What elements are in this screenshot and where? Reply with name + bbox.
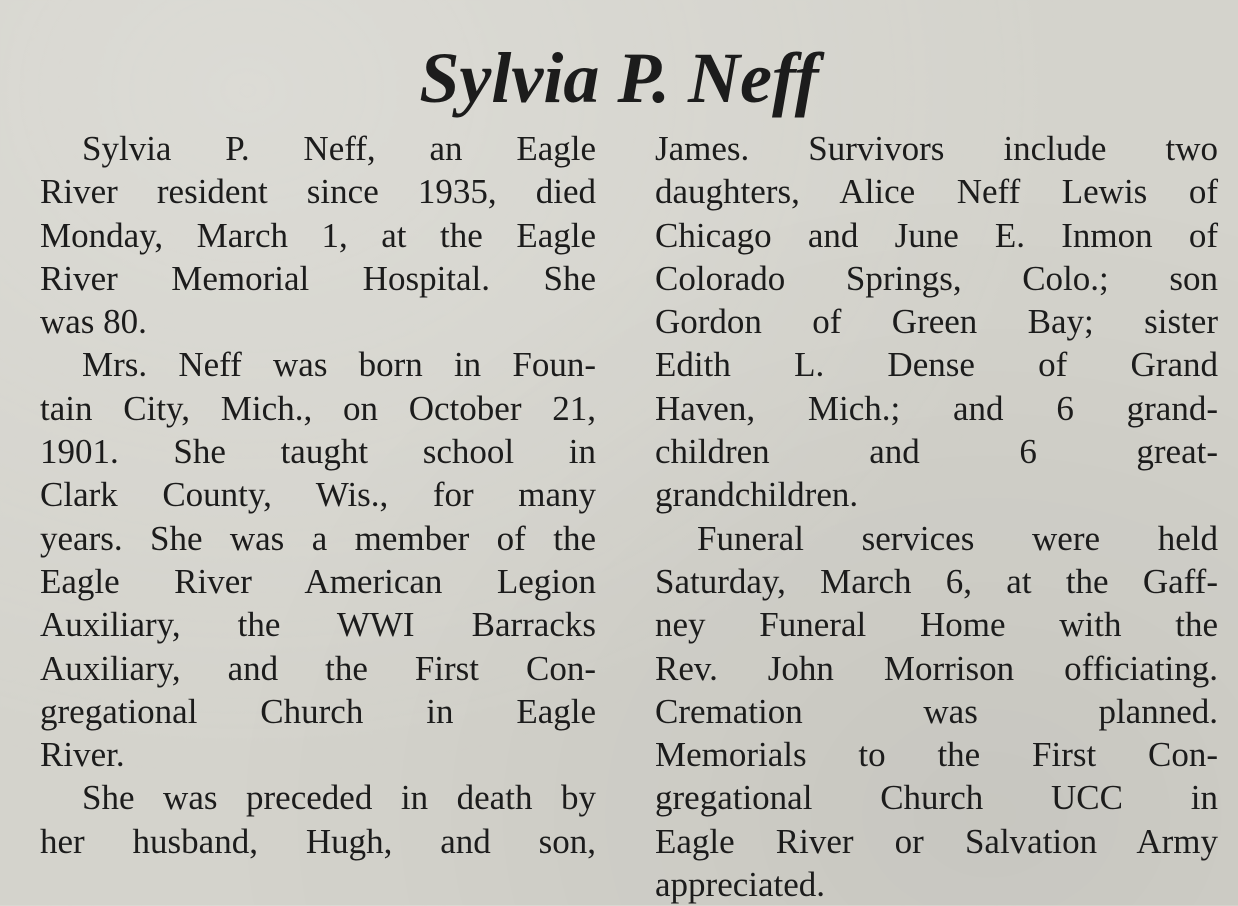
text-line: Monday, March 1, at the Eagle [40, 215, 596, 255]
text-line: Haven, Mich.; and 6 grand- [655, 388, 1218, 428]
text-line: grandchildren. [655, 475, 859, 515]
article-column-right [655, 127, 1218, 906]
text-line: ney Funeral Home with the [655, 605, 1218, 645]
text-line: Clark County, Wis., for many [40, 475, 596, 515]
text-line: Eagle River or Salvation Army [655, 821, 1218, 861]
text-line: Chicago and June E. Inmon of [655, 215, 1218, 255]
text-line: Eagle River American Legion [40, 561, 596, 601]
obituary-headline: Sylvia P. Neff [419, 38, 819, 118]
text-line: tain City, Mich., on October 21, [40, 388, 596, 428]
text-line: James. Survivors include two [655, 129, 1218, 168]
text-line: Colorado Springs, Colo.; son [655, 258, 1218, 298]
text-line: years. She was a member of the [40, 518, 596, 558]
text-line: Edith L. Dense of Grand [655, 345, 1218, 385]
text-line: Sylvia P. Neff, an Eagle [82, 129, 596, 168]
text-line: River resident since 1935, died [40, 172, 596, 212]
text-line: She was preceded in death by [82, 778, 596, 818]
text-line: River Memorial Hospital. She [40, 258, 596, 298]
text-line: Mrs. Neff was born in Foun- [82, 345, 596, 385]
text-line: Funeral services were held [697, 518, 1218, 558]
article-column-left [40, 127, 596, 863]
text-line: Saturday, March 6, at the Gaff- [655, 561, 1218, 601]
text-line: Cremation was planned. [655, 691, 1218, 731]
text-line: River. [40, 735, 125, 775]
text-line: gregational Church UCC in [655, 778, 1218, 818]
text-line: Auxiliary, the WWI Barracks [40, 605, 596, 645]
text-line: Rev. John Morrison officiating. [655, 648, 1218, 688]
text-line: appreciated. [655, 865, 826, 905]
text-line: 1901. She taught school in [40, 432, 596, 472]
text-line: children and 6 great- [655, 432, 1218, 472]
text-line: Gordon of Green Bay; sister [655, 302, 1218, 342]
text-line: Memorials to the First Con- [655, 735, 1218, 775]
text-line: was 80. [40, 302, 147, 342]
text-line: her husband, Hugh, and son, [40, 821, 596, 861]
text-line: Auxiliary, and the First Con- [40, 648, 596, 688]
text-line: daughters, Alice Neff Lewis of [655, 172, 1218, 212]
text-line: gregational Church in Eagle [40, 691, 596, 731]
